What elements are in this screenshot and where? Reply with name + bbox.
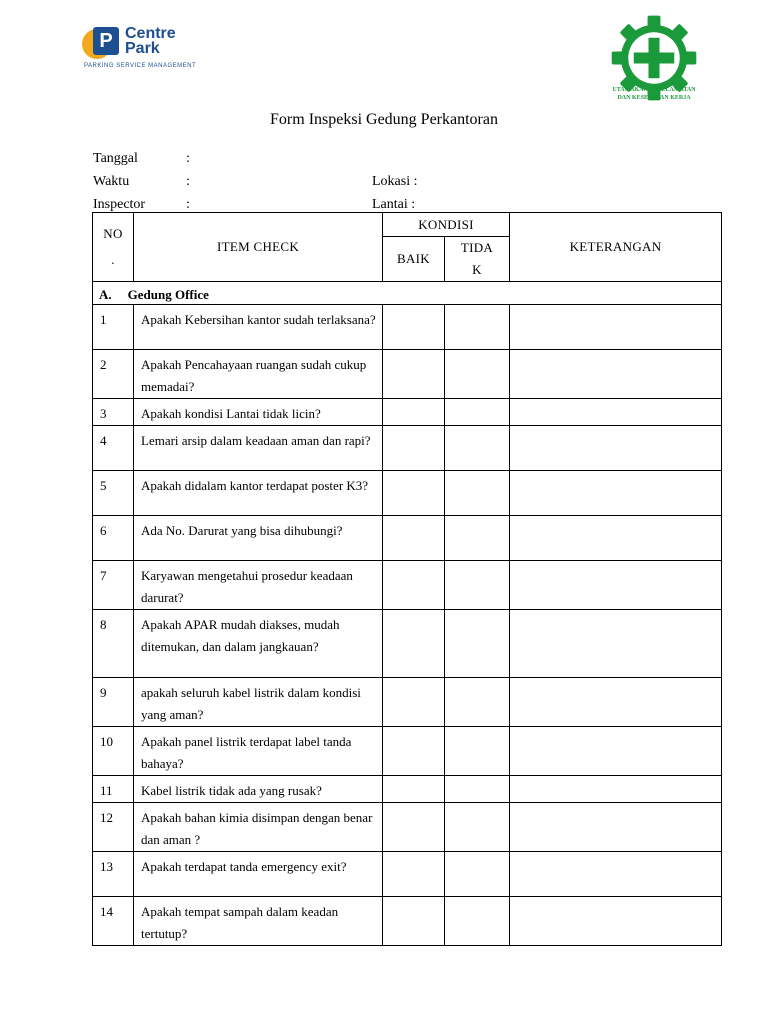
row-baik-cell[interactable] [383, 426, 445, 471]
row-keterangan-cell[interactable] [510, 516, 722, 561]
row-baik-cell[interactable] [383, 678, 445, 727]
row-item-check: Apakah bahan kimia disimpan dengan benar dan aman ? [134, 803, 383, 852]
section-letter: A. [99, 287, 112, 302]
row-number: 1 [93, 305, 134, 350]
logo-name [125, 26, 176, 56]
k3-caption-line1: UTAMAKAN KESELAMATAN [612, 87, 696, 93]
logo-tagline: PARKING SERVICE MANAGEMENT [84, 63, 197, 69]
table-row [93, 776, 722, 803]
row-item-check: Apakah tempat sampah dalam keadan tertutup? [134, 897, 383, 946]
row-baik-cell[interactable] [383, 561, 445, 610]
table-row [93, 803, 722, 852]
row-item-check: Apakah didalam kantor terdapat poster K3? [134, 471, 383, 516]
row-item-check: Ada No. Darurat yang bisa dihubungi? [134, 516, 383, 561]
row-tidak-cell[interactable] [445, 516, 510, 561]
row-item-check: Apakah kondisi Lantai tidak licin? [134, 399, 383, 426]
table-row [93, 852, 722, 897]
table-row [93, 305, 722, 350]
row-item-check: Apakah terdapat tanda emergency exit? [134, 852, 383, 897]
table-row [93, 350, 722, 399]
table-row [93, 678, 722, 727]
header-baik: BAIK [383, 237, 445, 282]
header-tidak [445, 237, 510, 282]
row-keterangan-cell[interactable] [510, 561, 722, 610]
logo-mark: P [93, 27, 119, 55]
row-number: 12 [93, 803, 134, 852]
row-tidak-cell[interactable] [445, 852, 510, 897]
row-number: 10 [93, 727, 134, 776]
row-number: 5 [93, 471, 134, 516]
header-kondisi: KONDISI [383, 213, 510, 237]
row-item-check: Kabel listrik tidak ada yang rusak? [134, 776, 383, 803]
row-baik-cell[interactable] [383, 776, 445, 803]
table-row [93, 426, 722, 471]
header-item-check: ITEM CHECK [134, 213, 383, 282]
waktu-colon: : [186, 174, 190, 189]
row-keterangan-cell[interactable] [510, 426, 722, 471]
section-header [93, 282, 722, 305]
lantai-label: Lantai : [372, 197, 416, 212]
row-item-check: Apakah APAR mudah diakses, mudah ditemukan, dan dalam jangkauan? [134, 610, 383, 678]
table-row [93, 516, 722, 561]
table-row [93, 897, 722, 946]
row-tidak-cell[interactable] [445, 610, 510, 678]
row-item-check: Apakah Kebersihan kantor sudah terlaksana? [134, 305, 383, 350]
form-title: Form Inspeksi Gedung Perkantoran [270, 111, 498, 128]
lokasi-label: Lokasi : [372, 174, 418, 189]
row-baik-cell[interactable] [383, 852, 445, 897]
row-item-check: Lemari arsip dalam keadaan aman dan rapi? [134, 426, 383, 471]
table-row [93, 399, 722, 426]
header-keterangan: KETERANGAN [510, 213, 722, 282]
row-baik-cell[interactable] [383, 516, 445, 561]
table-row [93, 610, 722, 678]
row-item-check: apakah seluruh kabel listrik dalam kondisi yang aman? [134, 678, 383, 727]
row-number: 2 [93, 350, 134, 399]
row-baik-cell[interactable] [383, 727, 445, 776]
section-title: Gedung Office [127, 287, 209, 302]
row-keterangan-cell[interactable] [510, 471, 722, 516]
logo-name-line1: Centre [125, 25, 176, 42]
k3-caption-line2: DAN KESEHATAN KERJA [617, 95, 691, 101]
row-baik-cell[interactable] [383, 897, 445, 946]
row-tidak-cell[interactable] [445, 561, 510, 610]
header-no-dot: . [111, 252, 115, 267]
row-number: 8 [93, 610, 134, 678]
logo-name-line2: Park [125, 40, 160, 57]
row-number: 14 [93, 897, 134, 946]
table-row [93, 561, 722, 610]
row-number: 13 [93, 852, 134, 897]
inspection-table [92, 212, 722, 946]
centre-park-logo [82, 26, 212, 74]
row-number: 11 [93, 776, 134, 803]
row-baik-cell[interactable] [383, 350, 445, 399]
row-tidak-cell[interactable] [445, 776, 510, 803]
row-item-check: Karyawan mengetahui prosedur keadaan darurat? [134, 561, 383, 610]
inspector-label: Inspector [93, 197, 146, 212]
row-keterangan-cell[interactable] [510, 610, 722, 678]
header-no [93, 213, 134, 282]
row-item-check: Apakah Pencahayaan ruangan sudah cukup memadai? [134, 350, 383, 399]
row-tidak-cell[interactable] [445, 350, 510, 399]
row-number: 6 [93, 516, 134, 561]
row-number: 7 [93, 561, 134, 610]
row-keterangan-cell[interactable] [510, 803, 722, 852]
row-number: 4 [93, 426, 134, 471]
row-number: 9 [93, 678, 134, 727]
row-tidak-cell[interactable] [445, 426, 510, 471]
row-keterangan-cell[interactable] [510, 727, 722, 776]
row-tidak-cell[interactable] [445, 305, 510, 350]
header-tidak-line1: TIDA [460, 240, 494, 255]
row-keterangan-cell[interactable] [510, 350, 722, 399]
row-keterangan-cell[interactable] [510, 776, 722, 803]
table-row [93, 727, 722, 776]
row-keterangan-cell[interactable] [510, 678, 722, 727]
tanggal-label: Tanggal [93, 151, 138, 166]
row-tidak-cell[interactable] [445, 897, 510, 946]
row-tidak-cell[interactable] [445, 727, 510, 776]
waktu-label: Waktu [93, 174, 130, 189]
row-tidak-cell[interactable] [445, 678, 510, 727]
row-number: 3 [93, 399, 134, 426]
row-item-check: Apakah panel listrik terdapat label tanda bahaya? [134, 727, 383, 776]
row-tidak-cell[interactable] [445, 399, 510, 426]
k3-caption [596, 86, 712, 102]
inspector-colon: : [186, 197, 190, 212]
header-tidak-line2: K [472, 262, 482, 277]
row-tidak-cell[interactable] [445, 803, 510, 852]
row-baik-cell[interactable] [383, 399, 445, 426]
tanggal-colon: : [186, 151, 190, 166]
table-row [93, 471, 722, 516]
header-no-text: NO [103, 226, 123, 241]
row-tidak-cell[interactable] [445, 471, 510, 516]
row-baik-cell[interactable] [383, 305, 445, 350]
row-keterangan-cell[interactable] [510, 399, 722, 426]
row-keterangan-cell[interactable] [510, 897, 722, 946]
row-keterangan-cell[interactable] [510, 305, 722, 350]
row-baik-cell[interactable] [383, 471, 445, 516]
row-keterangan-cell[interactable] [510, 852, 722, 897]
row-baik-cell[interactable] [383, 610, 445, 678]
row-baik-cell[interactable] [383, 803, 445, 852]
